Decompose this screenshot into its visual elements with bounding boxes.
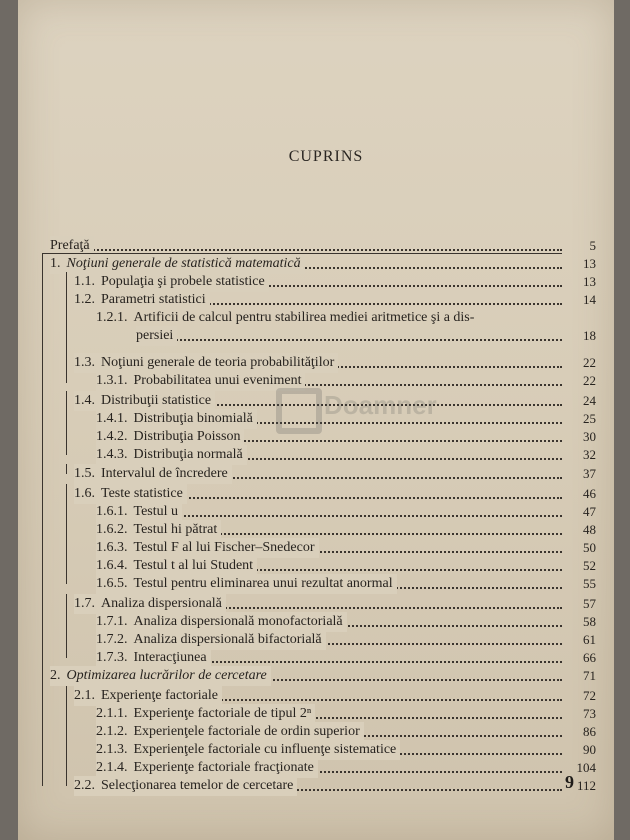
toc-entry-page: 52 xyxy=(583,558,596,573)
toc-entry-page: 37 xyxy=(583,466,596,481)
toc-entry-number: 1. xyxy=(50,256,61,271)
toc-entry xyxy=(74,272,596,292)
toc-entry-page: 47 xyxy=(583,504,596,519)
section-rule xyxy=(42,666,43,786)
page-number: 9 xyxy=(565,772,574,792)
toc-entry-label xyxy=(96,445,247,465)
toc-entry-label xyxy=(74,686,222,706)
toc-entry-text: Distribuţia normală xyxy=(133,447,243,462)
toc-entry-number: 1.6. xyxy=(74,486,95,501)
toc-entry-text: Analiza dispersională bifactorială xyxy=(133,632,322,647)
toc-entry-page: 25 xyxy=(583,411,596,426)
toc-entry-page: 73 xyxy=(583,706,596,721)
toc-entry-label xyxy=(74,484,187,504)
toc-entry-label xyxy=(96,308,478,328)
toc-entry-text: Noţiuni generale de teoria probabilităţilor xyxy=(101,355,335,370)
toc-entry-page: 13 xyxy=(583,256,596,271)
toc-entry-label xyxy=(96,722,364,742)
toc-entry-label xyxy=(74,594,226,614)
toc-entry-number: 1.7.1. xyxy=(96,614,128,629)
toc-entry-label xyxy=(50,666,271,686)
toc-entry-text: Distribuţia Poisson xyxy=(133,429,241,444)
toc-entry-text: Populaţia şi probele statistice xyxy=(101,274,265,289)
toc-entry-number: 1.3. xyxy=(74,355,95,370)
toc-entry xyxy=(96,758,596,778)
toc-entry-page: 50 xyxy=(583,540,596,555)
toc-entry-page: 30 xyxy=(583,429,596,444)
toc-entry-page: 58 xyxy=(583,614,596,629)
toc-entry-label xyxy=(96,648,211,668)
toc-entry-text: Experienţe factoriale fracţionate xyxy=(133,760,314,775)
toc-entry-page: 66 xyxy=(583,650,596,665)
toc-entry-number: 1.6.2. xyxy=(96,522,128,537)
toc-entry-number: 2.1.3. xyxy=(96,742,128,757)
watermark-logo xyxy=(276,382,436,442)
toc-entry-label xyxy=(50,254,305,274)
toc-entry-number: 1.7.3. xyxy=(96,650,128,665)
toc-entry-number: 1.6.5. xyxy=(96,576,128,591)
toc-entry-text: Experienţe factoriale xyxy=(101,688,218,703)
toc-entry xyxy=(96,704,596,724)
toc-entry xyxy=(96,308,596,328)
section-rule xyxy=(66,391,67,455)
toc-entry-number: 1.2.1. xyxy=(96,310,128,325)
toc-entry-number: 1.3.1. xyxy=(96,373,128,388)
toc-entry-text: Distribuţii statistice xyxy=(101,393,212,408)
toc-entry-number: 2.1.2. xyxy=(96,724,128,739)
toc-entry-label xyxy=(96,704,315,724)
toc-entry-number: 1.5. xyxy=(74,466,95,481)
toc-entry-number: 1.4. xyxy=(74,393,95,408)
section-rule xyxy=(42,253,562,254)
toc-entry-label xyxy=(96,740,400,760)
toc-entry-text: Teste statistice xyxy=(101,486,183,501)
toc-entry-text: Testul hi pătrat xyxy=(133,522,218,537)
section-rule xyxy=(66,464,67,474)
toc-entry-label xyxy=(74,290,210,310)
toc-entry-page: 14 xyxy=(583,292,596,307)
toc-entry xyxy=(74,290,596,310)
toc-entry xyxy=(96,722,596,742)
toc-entry-label xyxy=(96,574,397,594)
toc-entry-page: 71 xyxy=(583,668,596,683)
toc-entry xyxy=(74,464,596,484)
toc-entry xyxy=(96,502,596,522)
toc-entry-number: 2.1. xyxy=(74,688,95,703)
toc-entry-number: 1.2. xyxy=(74,292,95,307)
toc-entry-label xyxy=(96,758,318,778)
toc-entry xyxy=(74,686,596,706)
section-rule xyxy=(66,272,67,356)
toc-entry-page: 24 xyxy=(583,393,596,408)
section-rule xyxy=(66,353,67,383)
toc-entry xyxy=(96,538,596,558)
toc-entry-label xyxy=(74,353,338,373)
toc-entry-text: Testul u xyxy=(133,504,179,519)
toc-entry-number: 1.4.1. xyxy=(96,411,128,426)
toc-entry xyxy=(50,666,596,686)
toc-entry-text: Analiza dispersională xyxy=(101,596,222,611)
toc-entry-page: 55 xyxy=(583,576,596,591)
section-rule xyxy=(66,686,67,786)
toc-entry-page: 72 xyxy=(583,688,596,703)
toc-entry-number: 1.6.3. xyxy=(96,540,128,555)
toc-entry xyxy=(96,445,596,465)
page-title: CUPRINS xyxy=(288,148,364,165)
toc-entry xyxy=(96,520,596,540)
watermark-text: Doamner xyxy=(324,390,437,420)
toc-entry-text: persiei xyxy=(136,326,177,346)
toc-entry-label xyxy=(74,272,269,292)
toc-entry-text: Artificii de calcul pentru stabilirea mediei aritmetice şi a dis- xyxy=(133,310,475,325)
toc-entry-text: Analiza dispersională monofactorială xyxy=(133,614,343,629)
toc-entry xyxy=(96,740,596,760)
toc-entry-label xyxy=(96,371,305,391)
toc-entry-label xyxy=(96,612,347,632)
toc-entry-text: Intervalul de încredere xyxy=(101,466,228,481)
toc-entry-label xyxy=(74,464,232,484)
toc-entry-page: 18 xyxy=(583,328,596,343)
toc-entry-number: 2.1.4. xyxy=(96,760,128,775)
toc-entry-label xyxy=(96,502,182,522)
toc-entry-page: 22 xyxy=(583,373,596,388)
toc-entry-label xyxy=(96,538,319,558)
toc-entry-label xyxy=(74,776,297,796)
toc-entry-text: Distribuţia binomială xyxy=(133,411,253,426)
toc-entry-text: Selecţionarea temelor de cercetare xyxy=(101,778,294,793)
dot-leader xyxy=(136,339,562,341)
toc-entry-page: 104 xyxy=(576,760,596,775)
toc-entry-number: 2.2. xyxy=(74,778,95,793)
toc-entry-number: 1.4.3. xyxy=(96,447,128,462)
toc-entry-number: 1.6.1. xyxy=(96,504,128,519)
toc-entry-text: Prefaţă xyxy=(50,238,90,253)
toc-entry-text: Testul pentru eliminarea unui rezultat anormal xyxy=(133,576,393,591)
toc-entry-number: 1.4.2. xyxy=(96,429,128,444)
toc-entry-label xyxy=(96,630,326,650)
toc-entry-text: Interacţiunea xyxy=(133,650,207,665)
toc-entry-page: 86 xyxy=(583,724,596,739)
toc-entry-page: 57 xyxy=(583,596,596,611)
toc-entry xyxy=(74,776,596,796)
book-page xyxy=(18,0,614,840)
toc-entry-number: 1.1. xyxy=(74,274,95,289)
toc-entry-text: Probabilitatea unui eveniment xyxy=(133,373,302,388)
toc-entry-text: Experienţele factoriale de ordin superior xyxy=(133,724,360,739)
toc-entry xyxy=(96,612,596,632)
toc-entry xyxy=(50,254,596,274)
toc-entry xyxy=(96,630,596,650)
toc-entry xyxy=(96,556,596,576)
toc-entry-page: 5 xyxy=(589,238,596,253)
toc-entry xyxy=(74,594,596,614)
toc-entry-text: Parametri statistici xyxy=(101,292,206,307)
toc-entry-text: Experienţele factoriale cu influenţe sistematice xyxy=(133,742,397,757)
toc-entry-page: 48 xyxy=(583,522,596,537)
toc-entry-label xyxy=(96,520,221,540)
watermark-icon xyxy=(276,388,322,434)
toc-entry-text: Optimizarea lucrărilor de cercetare xyxy=(66,668,267,683)
toc-entry-page: 112 xyxy=(576,778,596,793)
section-rule xyxy=(66,484,67,584)
toc-entry-number: 2.1.1. xyxy=(96,706,128,721)
toc-entry-page: 46 xyxy=(583,486,596,501)
toc-entry-page: 13 xyxy=(583,274,596,289)
toc-entry-label xyxy=(74,391,215,411)
toc-entry xyxy=(96,648,596,668)
toc-entry xyxy=(96,574,596,594)
toc-entry-number: 1.6.4. xyxy=(96,558,128,573)
toc-entry-text: Experienţe factoriale de tipul 2ⁿ xyxy=(133,706,312,721)
section-rule xyxy=(66,594,67,658)
dot-leader xyxy=(50,249,562,251)
toc-entry-continuation xyxy=(136,326,596,346)
toc-entry-number: 2. xyxy=(50,668,61,683)
toc-entry-page: 22 xyxy=(583,355,596,370)
toc-entry-text: Testul F al lui Fischer–Snedecor xyxy=(133,540,315,555)
toc-entry-label xyxy=(96,409,257,429)
toc-entry xyxy=(74,484,596,504)
toc-entry-text: Noţiuni generale de statistică matematică xyxy=(66,256,301,271)
toc-entry-label xyxy=(96,427,244,447)
toc-entry-label xyxy=(96,556,257,576)
toc-entry-number: 1.7. xyxy=(74,596,95,611)
toc-entry-page: 90 xyxy=(583,742,596,757)
toc-entry-page: 32 xyxy=(583,447,596,462)
toc-entry-text: Testul t al lui Student xyxy=(133,558,254,573)
toc-entry xyxy=(74,353,596,373)
toc-entry-number: 1.7.2. xyxy=(96,632,128,647)
toc-entry-page: 61 xyxy=(583,632,596,647)
